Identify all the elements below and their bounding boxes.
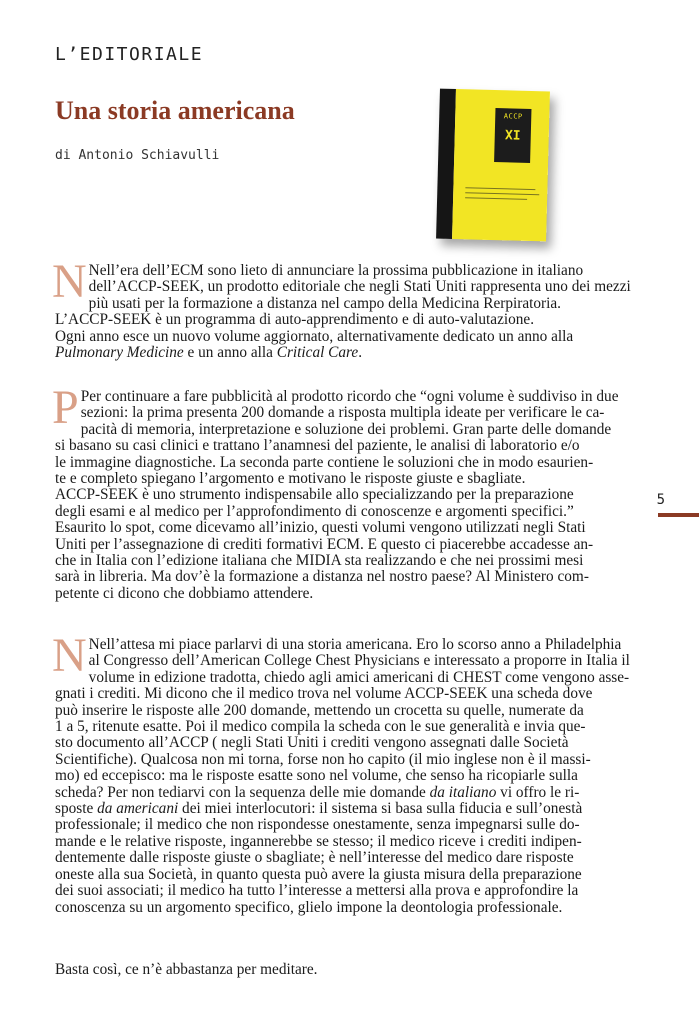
text-line: Ogni anno esce un nuovo volume aggiornato, alternativamente dedicato un anno alla [55, 327, 574, 345]
text-line: te e completo spiegano l’argomento e motivano le risposte giuste e sbagliate. [55, 470, 526, 488]
text-line: professionale; il medico che non rispondesse onestamente, senza impegnarsi sulle do- [55, 816, 580, 834]
text-line: mo) ed eccepisco: ma le risposte esatte sono nel volume, che senso ha ricopiarle sulla [55, 767, 578, 785]
text-fragment: sposte [55, 800, 98, 818]
text-line: dei suoi associati; il medico ha tutto l’interesse a mettersi alla prova e approfondire la [55, 882, 579, 900]
text-line: Per continuare a fare pubblicità al prodotto ricordo che “ogni volume è suddiviso in due [80, 388, 619, 405]
text-line: Nell’era dell’ECM sono lieto di annunciare la prossima pubblicazione in italiano [88, 262, 584, 279]
text-line: Nell’attesa mi piace parlarvi di una storia americana. Ero lo scorso anno a Philadelphia [88, 636, 622, 653]
text-line: gnati i crediti. Mi dicono che il medico trova nel volume ACCP-SEEK una scheda dove [55, 685, 593, 703]
article-paragraph-3 [52, 629, 647, 916]
drop-cap: N [52, 255, 87, 308]
article-paragraph-2 [52, 381, 647, 602]
text-line: sezioni: la prima presenta 200 domande a risposta multipla ideate per verificare le ca- [80, 404, 605, 422]
book-cover-face [452, 89, 550, 241]
text-line: al Congresso dell’American College Chest Physicians e interessato a proporre in Italia il [88, 652, 630, 670]
text-line: può inserire le risposte alle 200 domande, mettendo un crocetta su quelle, numerate da [55, 701, 584, 719]
text-line: 1 a 5, ritenute esatte. Poi il medico compila la scheda con le sue generalità e invia que- [55, 718, 586, 736]
drop-cap: N [52, 629, 87, 682]
text-fragment: scheda? Per non tediarvi con la sequenza delle mie domande [55, 783, 430, 801]
book-emblem-numeral: XI [504, 128, 521, 144]
article-paragraph-1 [52, 255, 647, 362]
text-line: pacità di memoria, interpretazione e soluzione dei problemi. Gran parte delle domande [80, 420, 612, 438]
text-line: L’ACCP-SEEK è un programma di auto-apprendimento e di auto-valutazione. [55, 311, 535, 329]
text-line: ACCP-SEEK è uno strumento indispensabile allo specializzando per la preparazione [55, 486, 574, 504]
text-line: Uniti per l’assegnazione di crediti formativi ECM. E questo ci piacerebbe accadesse an- [55, 535, 594, 553]
author-byline: di Antonio Schiavulli [55, 148, 220, 163]
italic-title: Pulmonary Medicine [55, 344, 184, 362]
text-line: Esaurito lo spot, come dicevamo all’inizio, questi volumi vengono utilizzati negli Stati [55, 519, 586, 537]
text-fragment: vi offro le ri- [496, 783, 580, 801]
text-fragment: dei miei interlocutori: il sistema si basa sulla fiducia e sull’onestà [178, 800, 583, 818]
text-line: le immagine diagnostiche. La seconda parte contiene le soluzioni che in modo esaurien- [55, 453, 594, 471]
closing-paragraph: Basta così, ce n’è abbastanza per meditare. [55, 961, 318, 978]
italic-phrase: da italiano [429, 783, 497, 801]
page-number-rule [658, 513, 699, 517]
article-title: Una storia americana [55, 96, 295, 125]
text-line: più usati per la formazione a distanza nel campo della Medicina Rerpiratoria. [88, 294, 561, 312]
section-label: L’EDITORIALE [55, 44, 204, 65]
book-emblem [494, 108, 531, 163]
italic-phrase: da americani [97, 800, 179, 818]
text-line: dentemente dalle risposte giuste o sbagliate; è nell’interesse del medico dare risposte [55, 849, 574, 867]
text-line: che in Italia con l’edizione italiana che MIDIA sta realizzando e che nei prossimi mesi [55, 552, 584, 570]
book-cover-image [436, 89, 550, 242]
text-fragment: . [358, 344, 363, 362]
text-line: petente ci dicono che dobbiamo attendere. [55, 584, 314, 602]
text-line: si basano su casi clinici e trattano l’anamnesi del paziente, le analisi di laboratorio e/o [55, 437, 580, 455]
text-line: mande e le relative risposte, ingannerebbe se stesso; il medico riceve i crediti indipen- [55, 832, 582, 850]
text-fragment: e un anno alla [183, 344, 277, 362]
book-emblem-top: ACCP [503, 112, 523, 121]
italic-title: Critical Care [276, 344, 359, 362]
drop-cap: P [52, 381, 79, 434]
text-line: sto documento all’ACCP ( negli Stati Uniti i crediti vengono assegnati dalle Società [55, 734, 569, 752]
book-cover-line [465, 192, 539, 195]
book-cover-line [465, 187, 535, 190]
text-line: dell’ACCP-SEEK, un prodotto editoriale che negli Stati Uniti rappresenta uno dei mezzi [88, 278, 631, 296]
text-line: sarà in libreria. Ma dov’è la formazione a distanza nel nostro paese? Al Ministero com- [55, 568, 589, 586]
page-number: 5 [656, 492, 665, 508]
text-line: conoscenza su un argomento specifico, glielo impone la deontologia professionale. [55, 898, 563, 916]
text-line: degli esami e al medico per l’approfondimento di conoscenze e argomenti specifici.” [55, 502, 574, 520]
text-line: Scientifiche). Qualcosa non mi torna, forse non ho capito (il mio inglese non è il massi- [55, 750, 591, 768]
book-cover-line [465, 197, 527, 200]
text-line: volume in edizione tradotta, chiedo agli amici americani di CHEST come vengono asse- [88, 668, 630, 686]
text-line: oneste alla sua Società, in quanto questa può avere la giusta misura della preparazione [55, 865, 582, 883]
